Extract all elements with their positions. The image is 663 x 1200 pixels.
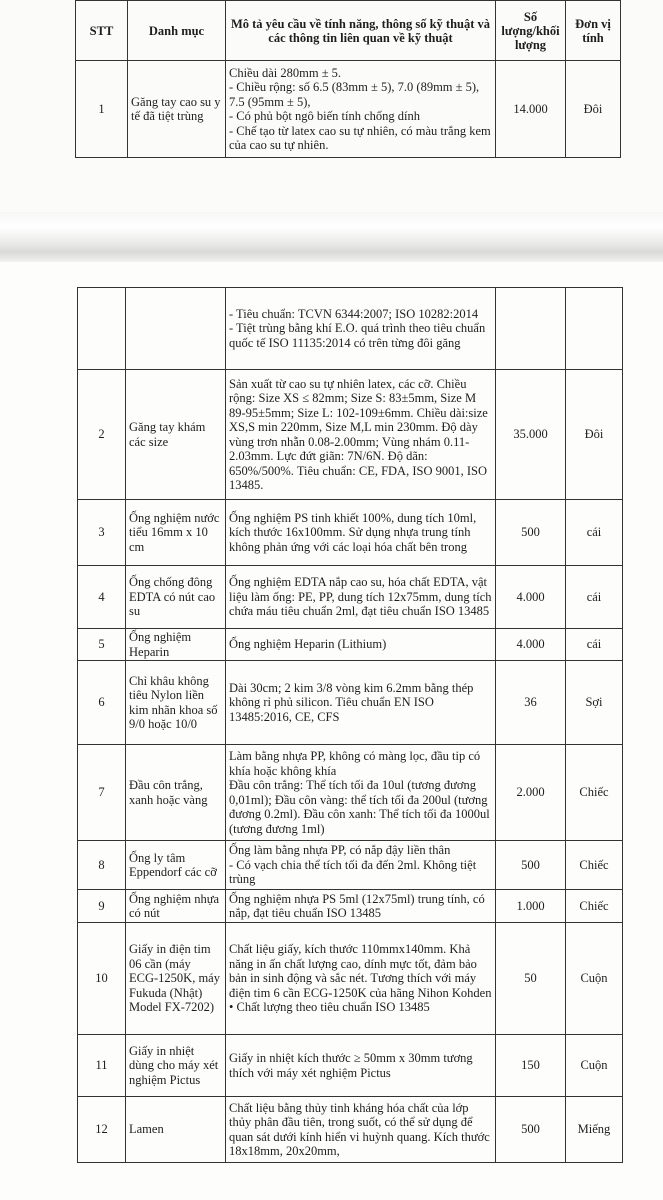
row-unit: Chiếc [566, 745, 623, 841]
row-description: Dài 30cm; 2 kim 3/8 vòng kim 6.2mm bằng thép không rỉ phủ silicon. Tiêu chuẩn EN ISO 13485:2016, CE, CFS [226, 661, 496, 745]
page-separator [0, 212, 663, 262]
header-unit: Đơn vị tính [566, 1, 621, 61]
row-unit: Miếng [566, 1097, 623, 1163]
row-stt: 4 [78, 566, 126, 629]
row-stt: 8 [78, 841, 126, 890]
row-description: Chất liệu giấy, kích thước 110mmx140mm. Khả năng in ấn chất lượng cao, dính mực tốt, đảm bảo bản in sinh động và sắc nét. Tương thích với máy điện tim 6 cần ECG-1250K của hãng Nihon Kohden • Chất lượng theo tiêu chuẩn ISO 13485 [226, 923, 496, 1035]
table-row [78, 629, 623, 661]
header-quantity: Số lượng/khối lượng [496, 1, 566, 61]
row-quantity: 500 [496, 841, 566, 890]
table-row [78, 370, 623, 500]
table-row [78, 745, 623, 841]
row-description: Ống nghiệm EDTA nắp cao su, hóa chất EDTA, vật liệu làm ống: PE, PP, dung tích 12x75mm, dung tích chứa máu tiêu chuẩn 2ml, đạt tiêu chuẩn ISO 13485 [226, 566, 496, 629]
row-description: Ống làm bằng nhựa PP, có nắp đậy liền thân - Có vạch chia thể tích tối đa đến 2ml. Không tiệt trùng [226, 841, 496, 890]
row-description: Sản xuất từ cao su tự nhiên latex, các cỡ. Chiều rộng: Size XS ≤ 82mm; Size S: 83±5mm, Size M 89-95±5mm; Size L: 102-109±6mm. Chiều dài:size XS,S min 220mm, Size M,L min 230mm. Độ dày vùng trơn nhẵn 0.08-2.00mm; Vùng nhám 0.11-2.03mm. Lực đứt giãn: 7N/6N. Độ dãn: 650%/500%. Tiêu chuẩn: CE, FDA, ISO 9001, ISO 13485. [226, 370, 496, 500]
row-item-name: Giấy in nhiệt dùng cho máy xét nghiệm Pictus [126, 1035, 226, 1097]
header-stt: STT [76, 1, 128, 61]
row-item-name: Găng tay khám các size [126, 370, 226, 500]
row-item-name: Giấy in điện tim 06 cần (máy ECG-1250K, máy Fukuda (Nhật) Model FX-7202) [126, 923, 226, 1035]
row-stt: 12 [78, 1097, 126, 1163]
row-stt: 6 [78, 661, 126, 745]
row-quantity: 2.000 [496, 745, 566, 841]
row-unit [566, 288, 623, 370]
row-quantity: 500 [496, 500, 566, 566]
row-description: Ống nghiệm nhựa PS 5ml (12x75ml) trung tính, có nắp, đạt tiêu chuẩn ISO 13485 [226, 890, 496, 923]
row-description: Ống nghiệm PS tinh khiết 100%, dung tích 10ml, kích thước 16x100mm. Sử dụng nhựa trung tính không phản ứng với các loại hóa chất bên trong [226, 500, 496, 566]
table-header-row [76, 1, 621, 61]
row-stt: 9 [78, 890, 126, 923]
procurement-table-page-1 [75, 0, 621, 158]
header-category: Danh mục [128, 1, 226, 61]
row-quantity: 500 [496, 1097, 566, 1163]
row-unit: Cuộn [566, 923, 623, 1035]
row-stt: 11 [78, 1035, 126, 1097]
row-description: - Tiêu chuẩn: TCVN 6344:2007; ISO 10282:2014 - Tiệt trùng bằng khí E.O. quá trình theo tiêu chuẩn quốc tế ISO 11135:2014 có trên từng đôi găng [226, 288, 496, 370]
row-item-name: Chỉ khâu không tiêu Nylon liền kim nhãn khoa số 9/0 hoặc 10/0 [126, 661, 226, 745]
row-stt [78, 288, 126, 370]
row-description: Ống nghiệm Heparin (Lithium) [226, 629, 496, 661]
row-stt: 2 [78, 370, 126, 500]
row-unit: cái [566, 629, 623, 661]
page-1 [0, 0, 663, 212]
row-item-name: Găng tay cao su y tế đã tiệt trùng [128, 61, 226, 158]
row-quantity: 4.000 [496, 566, 566, 629]
row-item-name: Ống nghiệm nước tiểu 16mm x 10 cm [126, 500, 226, 566]
table-row [78, 841, 623, 890]
header-description: Mô tả yêu cầu về tính năng, thông số kỹ thuật và các thông tin liên quan về kỹ thuật [226, 1, 496, 61]
table-row [76, 61, 621, 158]
row-description: Làm bằng nhựa PP, không có màng lọc, đầu tip có khía hoặc không khía Đầu côn trắng: Thể tích tối đa 10ul (tương đương 0,01ml); Đầu côn vàng: thể tích tối đa 200ul (tương đương 0.2ml). Đầu côn xanh: Thể tích tối đa 1000ul (tương đương 1ml) [226, 745, 496, 841]
row-stt: 5 [78, 629, 126, 661]
row-unit: Cuộn [566, 1035, 623, 1097]
row-unit: Sợi [566, 661, 623, 745]
row-unit: cái [566, 500, 623, 566]
table-row-continuation [78, 288, 623, 370]
row-quantity [496, 288, 566, 370]
row-unit: Đôi [566, 370, 623, 500]
row-quantity: 14.000 [496, 61, 566, 158]
row-unit: Chiếc [566, 841, 623, 890]
row-item-name: Ống ly tâm Eppendorf các cỡ [126, 841, 226, 890]
table-row [78, 1035, 623, 1097]
row-item-name: Lamen [126, 1097, 226, 1163]
row-item-name [126, 288, 226, 370]
table-row [78, 661, 623, 745]
row-quantity: 150 [496, 1035, 566, 1097]
row-description: Chiều dài 280mm ± 5. - Chiều rộng: số 6.5 (83mm ± 5), 7.0 (89mm ± 5), 7.5 (95mm ± 5), - Có phủ bột ngô biến tính chống dính - Chế tạo từ latex cao su tự nhiên, có màu trắng kem của cao su tự nhiên. [226, 61, 496, 158]
row-quantity: 1.000 [496, 890, 566, 923]
row-unit: Chiếc [566, 890, 623, 923]
row-item-name: Đầu côn trắng, xanh hoặc vàng [126, 745, 226, 841]
row-unit: cái [566, 566, 623, 629]
row-item-name: Ống chống đông EDTA có nút cao su [126, 566, 226, 629]
row-description: Chất liệu bằng thủy tinh kháng hóa chất của lớp thủy phân đầu tiên, trong suốt, có thể sử dụng để quan sát dưới kính hiển vi huỳnh quang. Kích thước 18x18mm, 20x20mm, [226, 1097, 496, 1163]
row-unit: Đôi [566, 61, 621, 158]
table-row [78, 566, 623, 629]
row-description: Giấy in nhiệt kích thước ≥ 50mm x 30mm tương thích với máy xét nghiệm Pictus [226, 1035, 496, 1097]
row-quantity: 36 [496, 661, 566, 745]
row-item-name: Ống nghiệm Heparin [126, 629, 226, 661]
row-stt: 7 [78, 745, 126, 841]
row-item-name: Ống nghiệm nhựa có nút [126, 890, 226, 923]
row-quantity: 35.000 [496, 370, 566, 500]
table-row [78, 500, 623, 566]
row-stt: 1 [76, 61, 128, 158]
table-row [78, 923, 623, 1035]
row-stt: 10 [78, 923, 126, 1035]
row-stt: 3 [78, 500, 126, 566]
procurement-table-page-2 [77, 287, 623, 1163]
table-row [78, 1097, 623, 1163]
row-quantity: 50 [496, 923, 566, 1035]
table-row [78, 890, 623, 923]
row-quantity: 4.000 [496, 629, 566, 661]
